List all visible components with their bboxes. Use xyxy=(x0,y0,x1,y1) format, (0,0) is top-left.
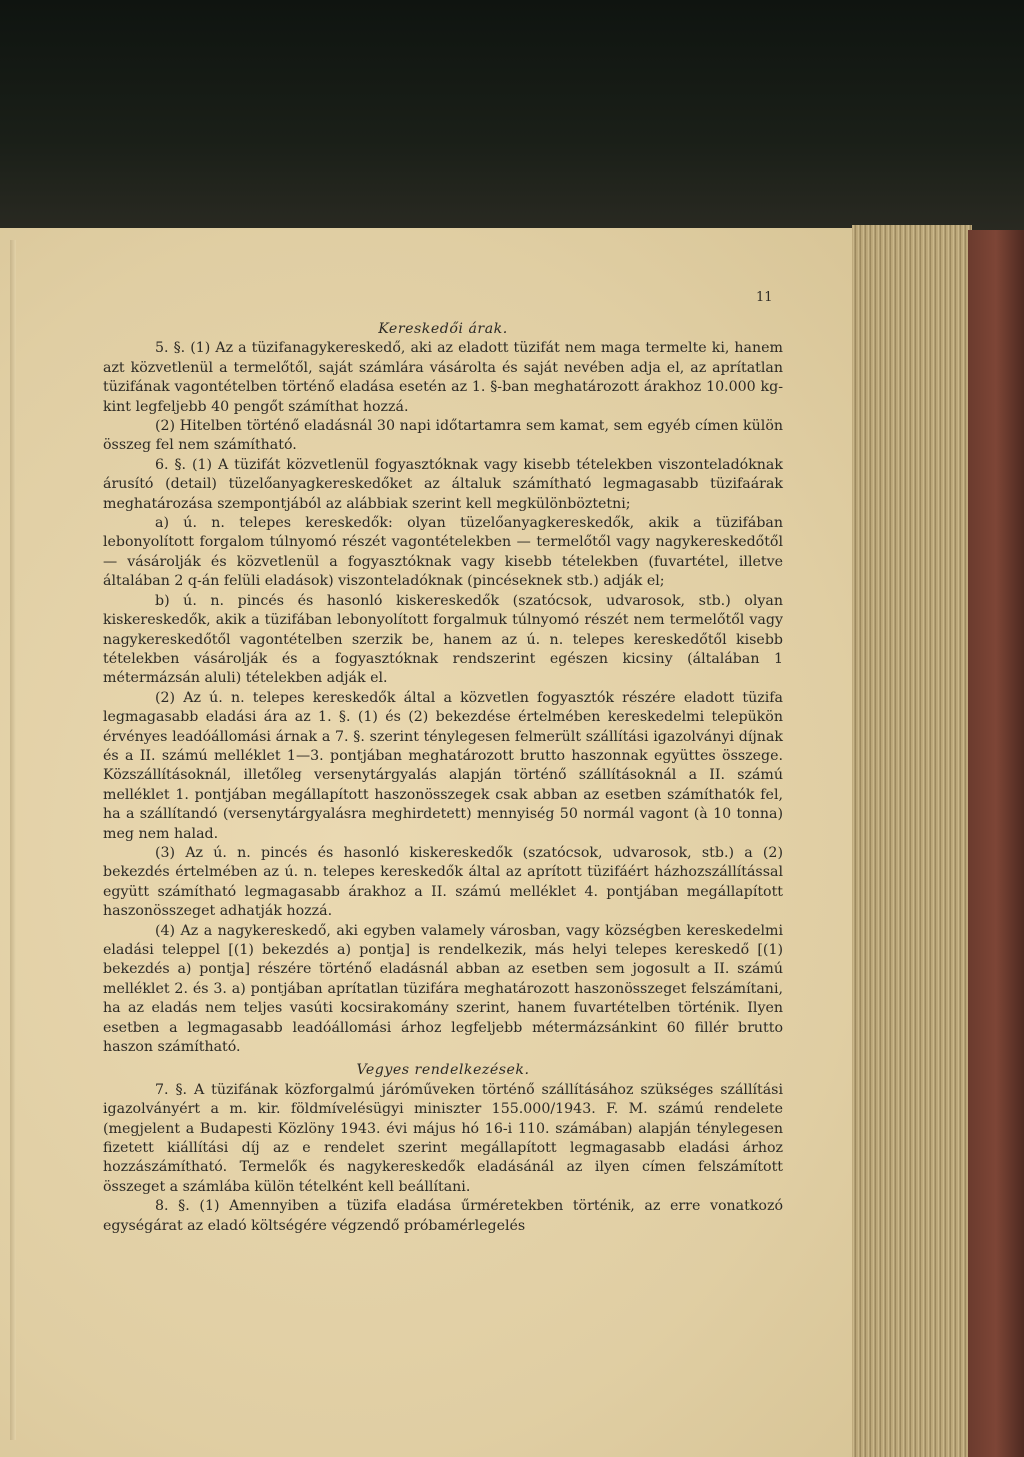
section-heading-vegyes-rendelkezesek: Vegyes rendelkezések. xyxy=(356,1062,530,1079)
paragraph: (4) Az a nagykereskedő, aki egyben valamely városban, vagy községben kereskedelmi eladási teleppel [(1) bekezdés a) pontja] is rendelkezik, más helyi telepes kereskedő [(1) bekezdés a) pontja] részére történő eladásnál abban az esetben sem jogosult a II. számú melléklet 2. és 3. a) pontjában aprítatlan tüzifára meghatározott haszonösszeget felszámítani, ha az eladás nem teljes vasúti kocsirakomány szerint, hanem fuvartételben történik. Ilyen esetben a legmagasabb leadóállomási árhoz legfeljebb métermázsánkint 60 fillér brutto haszon számítható. xyxy=(103,922,783,1056)
section-heading-kereskedoi-arak: Kereskedői árak. xyxy=(378,321,508,337)
paragraph: 8. §. (1) Amennyiben a tüzifa eladása űrméretekben történik, az erre vonatkozó egységárat az eladó költségére végzendő próbamérlegelés xyxy=(103,1198,783,1234)
book-page-edges xyxy=(852,225,972,1457)
page-number: 11 xyxy=(756,290,773,305)
paragraph: (2) Hitelben történő eladásnál 30 napi időtartamra sem kamat, sem egyéb címen külön összeg fel nem számítható. xyxy=(103,418,783,454)
paragraph: 5. §. (1) Az a tüzifanagykereskedő, aki az eladott tüzifát nem maga termelte ki, hanem azt közvetlenül a termelőtől, saját számlára vásárolta és saját nevében adja el, az aprítatlan tüzifának vagontételben történő eladása esetén az 1. §-ban meghatározott árakhoz 10.000 kg-kint legfeljebb 40 pengőt számíthat hozzá. xyxy=(103,340,783,415)
page-gutter xyxy=(10,240,16,1440)
book-cover-edge xyxy=(968,230,1024,1457)
paragraph: (3) Az ú. n. pincés és hasonló kiskereskedők (szatócsok, udvarosok, stb.) a (2) bekezdés értelmében az ú. n. telepes kereskedők által az aprított tüzifáért házhozszállítással együtt számítható legmagasabb árakhoz a II. számú melléklet 4. pontjában megállapított haszonösszeget adhatják hozzá. xyxy=(103,844,783,920)
paragraph: 7. §. A tüzifának közforgalmú járóműveken történő szállításához szükséges szállítási igazolványért a m. kir. földmívelésügyi miniszter 155.000/1943. F. M. számú rendelete (megjelent a Budapesti Közlöny 1943. évi május hó 16-i 110. számában) alapján ténylegesen fizetett kiállítási díj az e rendelet szerint megállapított legmagasabb eladási árhoz hozzászámítható. Termelők és nagykereskedők eladásánál az ilyen címen felszámított összeget a számlába külön tételként kell beállítani. xyxy=(103,1081,783,1195)
paragraph: a) ú. n. telepes kereskedők: olyan tüzelőanyagkereskedők, akik a tüzifában lebonyolított forgalom túlnyomó részét vagontételekben — termelőtől vagy nagykereskedőtől — vásárolják és közvetlenül a fogyasztóknak vagy kisebb tételekben (fuvartétel, illetve általában 2 q-án felüli eladások) viszonteladóknak (pincéseknek stb.) adják el; xyxy=(103,515,783,590)
page-text xyxy=(103,290,783,1236)
paragraph: (2) Az ú. n. telepes kereskedők által a közvetlen fogyasztók részére eladott tüzifa legmagasabb eladási ára az 1. §. (1) és (2) bekezdése értelmében kereskedelmi telepükön érvényes leadóállomási árnak a 7. §. szerint ténylegesen felmerült szállítási igazolványi díjnak és a II. számú melléklet 1—3. pontjában meghatározott brutto haszonnak együttes összege. Közszállításoknál, illetőleg versenytárgyalás alapján történő szállításoknál a II. számú melléklet 1. pontjában megállapított haszonösszegek csak abban az esetben számíthatók fel, ha a szállítandó (versenytárgyalásra meghirdetett) mennyiség 50 normál vagont (à 10 tonna) meg nem halad. xyxy=(103,689,783,842)
paragraph: b) ú. n. pincés és hasonló kiskereskedők (szatócsok, udvarosok, stb.) olyan kiskereskedők, akik a tüzifában lebonyolított forgalmuk túlnyomó részét nem termelőtől vagy nagykereskedőtől vagontételben szerzik be, hanem az ú. n. telepes kereskedőtől kisebb tételekben vásárolják és a fogyasztóknak rendszerint egészen kicsiny (általában 1 métermázsán aluli) tételekben adják el. xyxy=(103,592,783,687)
background-dark-area xyxy=(0,0,1024,235)
paragraph: 6. §. (1) A tüzifát közvetlenül fogyasztóknak vagy kisebb tételekben viszonteladóknak árusító (detail) tüzelőanyagkereskedőket az általuk számítható legmagasabb tüzifaárak meghatározása szempontjából az alábbiak szerint kell megkülönböztetni; xyxy=(103,456,783,512)
